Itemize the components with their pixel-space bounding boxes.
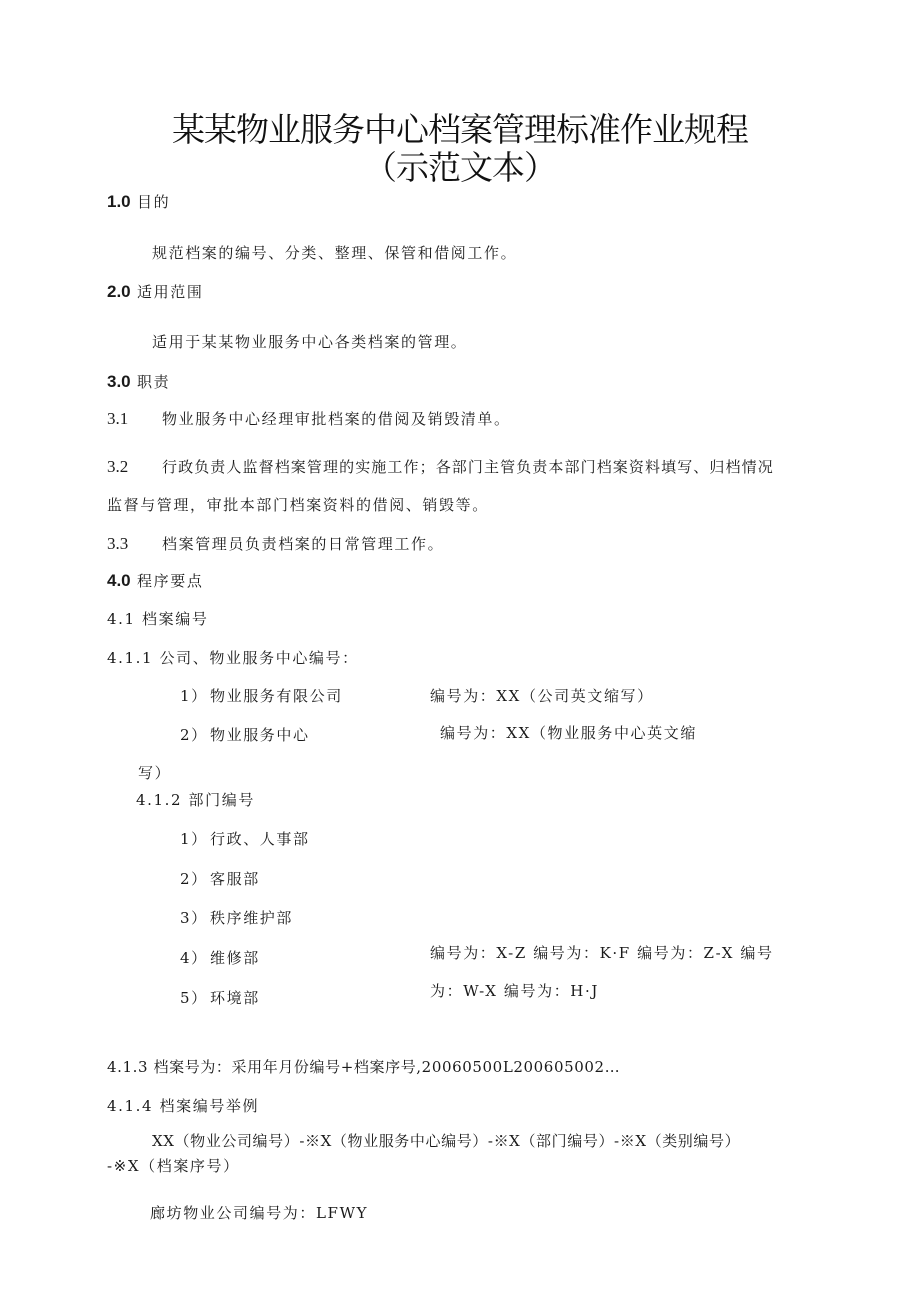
subsection-4-1-2: 4.1.2 部门编号 xyxy=(136,791,255,809)
company-1-name: 物业服务有限公司 xyxy=(210,687,343,705)
company-1-index: 1） xyxy=(180,687,208,705)
subsection-4-1-4: 4.1.4 档案编号举例 xyxy=(107,1097,260,1115)
item-number: 3.2 xyxy=(107,457,129,476)
item-number: 3.1 xyxy=(107,409,129,428)
company-2-index: 2） xyxy=(180,726,208,744)
item-number: 3.3 xyxy=(107,534,129,553)
section-1-body: 规范档案的编号、分类、整理、保管和借阅工作。 xyxy=(152,244,518,262)
dept-codes-line1: 编号为：X-Z 编号为：K·F 编号为：Z-X 编号 xyxy=(430,944,774,962)
dept-4-index: 4） xyxy=(180,949,208,967)
section-number: 1.0 xyxy=(107,192,131,211)
item-3-3-text: 档案管理员负责档案的日常管理工作。 xyxy=(162,535,445,553)
section-title: 适用范围 xyxy=(137,283,204,301)
company-2-code: 编号为：XX（物业服务中心英文缩 xyxy=(440,724,697,742)
dept-4-name: 维修部 xyxy=(210,949,260,967)
subsection-4-1-3: 4.1.3 档案号为：采用年月份编号+档案序号,20060500L200605002… xyxy=(107,1058,621,1076)
example-line2: -※X（档案序号） xyxy=(107,1157,240,1175)
section-heading-3 xyxy=(107,372,170,392)
dept-5-name: 环境部 xyxy=(210,989,260,1007)
section-title: 职责 xyxy=(137,373,171,391)
item-3-2 xyxy=(107,457,128,477)
document-title-line1: 某某物业服务中心档案管理标准作业规程 xyxy=(172,110,748,149)
dept-2-name: 客服部 xyxy=(210,870,260,888)
item-3-3 xyxy=(107,534,128,554)
company-2-code-cont: 写） xyxy=(138,764,172,782)
section-number: 4.0 xyxy=(107,571,131,590)
section-title: 程序要点 xyxy=(137,572,204,590)
section-heading-2 xyxy=(107,282,203,302)
section-heading-4 xyxy=(107,571,203,591)
item-3-2-text-b: 监督与管理，审批本部门档案资料的借阅、销毁等。 xyxy=(107,496,489,514)
subsection-4-1-1: 4.1.1 公司、物业服务中心编号： xyxy=(107,649,359,667)
company-1-code: 编号为：XX（公司英文缩写） xyxy=(430,687,654,705)
section-number: 2.0 xyxy=(107,282,131,301)
section-number: 3.0 xyxy=(107,372,131,391)
dept-2-index: 2） xyxy=(180,870,208,888)
dept-5-index: 5） xyxy=(180,989,208,1007)
example-line1: XX（物业公司编号）-※X（物业服务中心编号）-※X（部门编号）-※X（类别编号） xyxy=(152,1132,741,1150)
section-title: 目的 xyxy=(137,193,171,211)
item-3-2-text-a: 行政负责人监督档案管理的实施工作；各部门主管负责本部门档案资料填写、归档情况 xyxy=(162,458,774,476)
item-3-1 xyxy=(107,409,128,429)
item-3-1-text: 物业服务中心经理审批档案的借阅及销毁清单。 xyxy=(162,410,511,428)
dept-1-index: 1） xyxy=(180,830,208,848)
company-2-name: 物业服务中心 xyxy=(210,726,310,744)
dept-1-name: 行政、人事部 xyxy=(210,830,310,848)
section-heading-1 xyxy=(107,192,170,212)
dept-3-index: 3） xyxy=(180,909,208,927)
example-line3: 廊坊物业公司编号为：LFWY xyxy=(150,1204,369,1222)
dept-codes-line2: 为：W-X 编号为：H·J xyxy=(430,982,599,1000)
document-title-line2: （示范文本） xyxy=(364,148,556,187)
dept-3-name: 秩序维护部 xyxy=(210,909,294,927)
subsection-4-1: 4.1 档案编号 xyxy=(107,610,209,628)
section-2-body: 适用于某某物业服务中心各类档案的管理。 xyxy=(152,333,468,351)
